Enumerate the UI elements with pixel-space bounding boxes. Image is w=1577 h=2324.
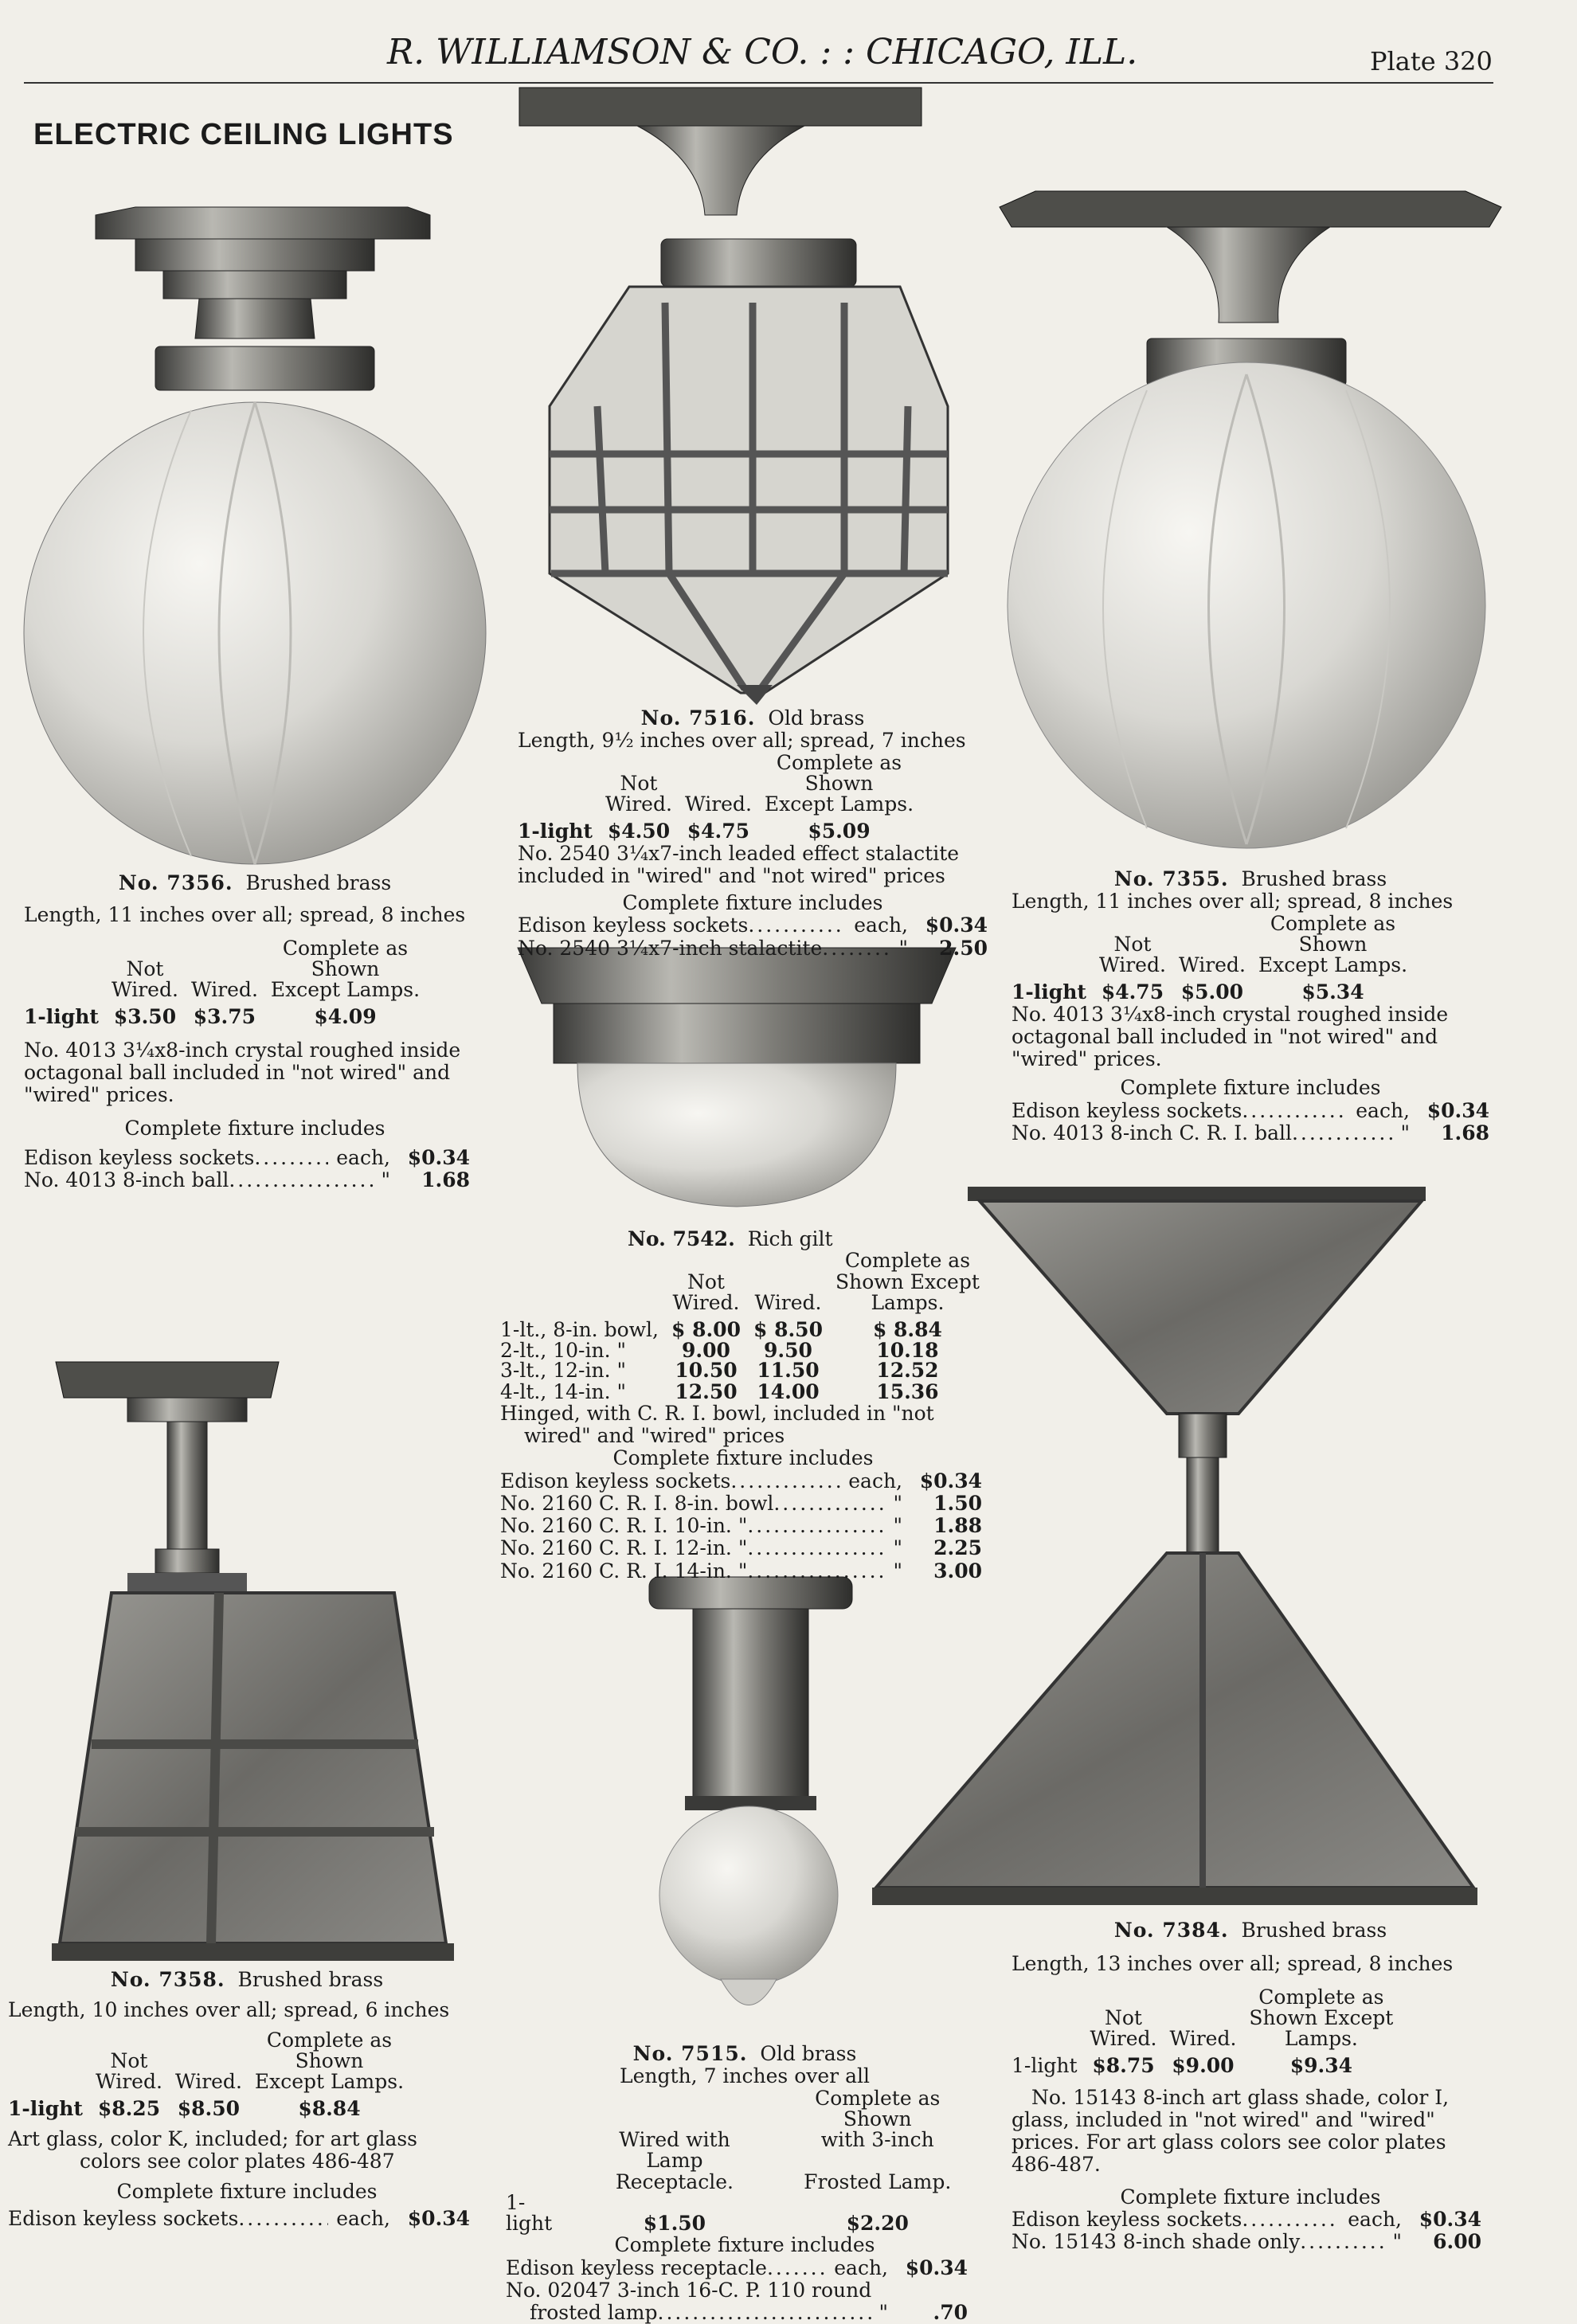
- price-complete: $5.34: [1301, 980, 1364, 1004]
- price-table: [500, 1250, 986, 1403]
- header-except-lamps: Except Lamps.: [764, 792, 914, 816]
- dimensions: Length, 13 inches over all; spread, 8 inches: [1012, 1952, 1454, 1976]
- includes-item: Edison keyless sockets ..... each, $0.34: [500, 1470, 982, 1493]
- price-not-wired: 9.00: [682, 1339, 730, 1363]
- price-wired: $3.75: [193, 1005, 256, 1029]
- finish: Brushed brass: [1241, 867, 1387, 890]
- header-not: Not: [687, 1270, 725, 1293]
- note-line: octagonal ball included in "not wired" and: [1012, 1024, 1438, 1048]
- includes-item: No. 2540 3¼x7-inch stalactite ..... " 2.50: [518, 937, 988, 960]
- finish: Brushed brass: [1241, 1919, 1387, 1942]
- price-complete: 10.18: [876, 1339, 939, 1363]
- header-wired: Wired.: [1178, 953, 1246, 976]
- product-7515: [506, 2043, 984, 2324]
- price-table: [518, 750, 920, 843]
- header-wired: Wired.: [174, 2070, 242, 2093]
- header-shown: Shown: [295, 2048, 364, 2072]
- header-wired: Wired.: [190, 978, 258, 1001]
- note-line: No. 15143 8-inch art glass shade, color I,: [1031, 2085, 1450, 2109]
- dimensions: Length, 11 inches over all; spread, 8 inches: [1012, 890, 1454, 914]
- price-not-wired: $4.50: [607, 820, 671, 843]
- header-frosted-lamp: Frosted Lamp.: [804, 2169, 952, 2193]
- includes-heading: Complete fixture includes: [612, 1446, 874, 1470]
- header-complete: Complete as: [282, 936, 409, 960]
- product-7355: [1012, 868, 1489, 1144]
- model-number: No. 7384.: [1113, 1919, 1229, 1942]
- price-complete: 12.52: [876, 1359, 939, 1383]
- finish: Rich gilt: [747, 1227, 833, 1250]
- includes-heading: Complete fixture includes: [116, 2180, 378, 2203]
- note-line: "wired" prices.: [1012, 1047, 1162, 1070]
- note-line: No. 2540 3¼x7-inch leaded effect stalactite: [518, 841, 960, 865]
- row-label: 1-light: [518, 820, 593, 843]
- header-not-wired: Wired.: [672, 1290, 740, 1314]
- price-wired: $4.75: [687, 820, 750, 843]
- note-line: Art glass, color K, included; for art glass: [8, 2126, 418, 2150]
- note-line: "wired" prices.: [24, 1083, 174, 1106]
- price-table: [24, 938, 426, 1028]
- row-label: 4-lt., 14-in. ": [500, 1379, 626, 1403]
- section-title: ELECTRIC CEILING LIGHTS: [33, 118, 454, 151]
- fixture-7516-image: [519, 88, 948, 705]
- price-wired: $8.50: [177, 2097, 241, 2121]
- note-line: 486-487.: [1012, 2153, 1101, 2177]
- price-complete: $5.09: [808, 820, 871, 843]
- header-not: Not: [620, 771, 658, 795]
- header-wired: Wired.: [684, 792, 752, 816]
- model-number: No. 7542.: [628, 1227, 735, 1250]
- header-with-lamp: with 3-inch: [820, 2128, 934, 2151]
- header-not-wired: Wired.: [605, 792, 672, 816]
- includes-item: Edison keyless sockets ..... each, $0.34: [1012, 2209, 1481, 2231]
- company-header: R. WILLIAMSON & CO. : : CHICAGO, ILL.: [387, 32, 1138, 72]
- includes-item: Edison keyless sockets ..... each, $0.34: [1012, 1100, 1489, 1122]
- finish: Brushed brass: [237, 1968, 384, 1991]
- header-lamp-receptacle: Lamp Receptacle.: [615, 2149, 734, 2193]
- header-not: Not: [110, 2048, 148, 2072]
- header-except-lamps: Except Lamps.: [254, 2070, 405, 2093]
- price-not-wired: $8.25: [97, 2097, 161, 2121]
- includes-heading: Complete fixture includes: [614, 2233, 875, 2257]
- header-complete: Complete as: [1258, 1985, 1384, 2009]
- includes-heading: Complete fixture includes: [622, 891, 883, 914]
- includes-item: Edison keyless sockets ..... each, $0.34: [518, 914, 988, 937]
- product-7384: [1012, 1919, 1489, 2253]
- price-not-wired: 10.50: [675, 1359, 738, 1383]
- header-not: Not: [126, 957, 164, 980]
- includes-item: No. 2160 C. R. I. 14-in. " ..... " 3.00: [500, 1560, 982, 1583]
- price-complete: 15.36: [876, 1379, 939, 1403]
- includes-item: No. 2160 C. R. I. 12-in. " ..... " 2.25: [500, 1537, 982, 1559]
- header-not-wired: Wired.: [95, 2070, 162, 2093]
- header-shown: Shown Except: [835, 1270, 980, 1293]
- note-line: octagonal ball included in "not wired" and: [24, 1060, 451, 1084]
- model-number: No. 7355.: [1113, 867, 1229, 890]
- row-label: 1-lt., 8-in. bowl,: [500, 1318, 659, 1341]
- header-shown: Shown: [804, 771, 874, 795]
- header-complete-shown: Complete as Shown: [815, 2086, 941, 2130]
- note-line: No. 4013 3¼x8-inch crystal roughed inside: [24, 1038, 461, 1062]
- header-wired: Wired.: [1169, 2027, 1237, 2050]
- dimensions: Length, 10 inches over all; spread, 6 inches: [8, 1998, 450, 2022]
- includes-item: Edison keyless sockets ..... each, $0.34: [8, 2208, 470, 2230]
- plate-number: Plate 320: [1370, 46, 1493, 76]
- header-complete: Complete as: [266, 2028, 393, 2052]
- header-shown: Shown Except: [1249, 2005, 1394, 2029]
- model-number: No. 7358.: [110, 1968, 225, 1991]
- price-wired: $9.00: [1172, 2054, 1235, 2078]
- product-7356: [24, 872, 486, 1191]
- price-table: [1012, 1987, 1399, 2077]
- price-not-wired: $8.75: [1092, 2054, 1155, 2078]
- header-wired-with: Wired with: [619, 2128, 730, 2151]
- header-shown: Shown: [1298, 932, 1368, 956]
- includes-heading: Complete fixture includes: [1120, 1076, 1381, 1100]
- header-not: Not: [1104, 2005, 1142, 2029]
- price-table: [1012, 911, 1414, 1004]
- row-label: 1-light: [8, 2097, 83, 2121]
- includes-item: No. 15143 8-inch shade only ..... " 6.00: [1012, 2231, 1481, 2253]
- price-complete: $9.34: [1289, 2054, 1353, 2078]
- fixture-7542-image: [518, 948, 956, 1207]
- finish: Brushed brass: [245, 871, 392, 894]
- price-wired: 14.00: [757, 1379, 820, 1403]
- price-table: [506, 2088, 984, 2235]
- price-not-wired: $ 8.00: [671, 1318, 741, 1341]
- row-label: 2-lt., 10-in. ": [500, 1339, 626, 1363]
- price-wired: $5.00: [1180, 980, 1244, 1004]
- header-except-lamps: Except Lamps.: [270, 978, 421, 1001]
- note-line: wired" and "wired" prices: [524, 1424, 785, 1447]
- fixture-7358-image: [52, 1362, 454, 1961]
- header-complete: Complete as: [776, 750, 902, 774]
- row-label: 1-light: [1012, 980, 1086, 1004]
- row-label: 3-lt., 12-in. ": [500, 1359, 626, 1383]
- product-7358: [8, 1969, 486, 2231]
- price-complete: $4.09: [314, 1005, 377, 1029]
- includes-item: No. 4013 8-inch C. R. I. ball ..... " 1.68: [1012, 1122, 1489, 1144]
- model-number: No. 7516.: [640, 706, 756, 730]
- price-wired: 9.50: [764, 1339, 812, 1363]
- dimensions: Length, 9½ inches over all; spread, 7 inches: [518, 729, 966, 753]
- price-complete: $2.20: [846, 2212, 909, 2235]
- header-not-wired: Wired.: [1098, 953, 1166, 976]
- includes-item: Edison keyless sockets ..... each, $0.34: [24, 1147, 470, 1169]
- price-wired: 11.50: [757, 1359, 820, 1383]
- header-not-wired: Wired.: [1090, 2027, 1157, 2050]
- includes-heading: Complete fixture includes: [124, 1117, 385, 1140]
- row-label: 1-light: [1012, 2054, 1078, 2078]
- includes-item: No. 2160 C. R. I. 8-in. bowl ..... " 1.50: [500, 1493, 982, 1515]
- note-line: prices. For art glass colors see color plates: [1012, 2130, 1446, 2154]
- header-complete: Complete as: [844, 1249, 971, 1273]
- header-complete: Complete as: [1270, 911, 1396, 935]
- price-not-wired: $3.50: [113, 1005, 177, 1029]
- row-label: 1-light: [24, 1005, 99, 1029]
- note-line: colors see color plates 486-487: [80, 2149, 395, 2173]
- price-not-wired: $4.75: [1101, 980, 1164, 1004]
- finish: Old brass: [768, 706, 865, 730]
- includes-item: frosted lamp ..... " .70: [506, 2302, 968, 2324]
- dimensions: Length, 7 inches over all: [620, 2064, 870, 2088]
- row-label: 1-light: [506, 2190, 553, 2235]
- header-shown: Shown: [311, 957, 380, 980]
- fixture-7356-image: [24, 207, 486, 864]
- header-except-lamps: Except Lamps.: [1258, 953, 1408, 976]
- price-complete: $ 8.84: [872, 1318, 942, 1341]
- includes-item: No. 2160 C. R. I. 10-in. " ..... " 1.88: [500, 1515, 982, 1537]
- model-number: No. 7356.: [118, 871, 233, 894]
- header-not: Not: [1113, 932, 1152, 956]
- price-wired: $ 8.50: [753, 1318, 823, 1341]
- dimensions: Length, 11 inches over all; spread, 8 inches: [24, 903, 466, 927]
- includes-item: No. 02047 3-inch 16-C. P. 110 round: [506, 2278, 872, 2302]
- note-line: included in "wired" and "not wired" prices: [518, 863, 945, 887]
- price-table: [8, 2030, 410, 2120]
- price-wired: $1.50: [643, 2212, 706, 2235]
- price-complete: $8.84: [298, 2097, 361, 2121]
- header-wired: Wired.: [754, 1290, 822, 1314]
- header-not-wired: Wired.: [111, 978, 178, 1001]
- model-number: No. 7515.: [632, 2042, 748, 2065]
- fixture-7355-image: [1000, 191, 1501, 848]
- header-except-lamps: Lamps.: [1284, 2027, 1358, 2050]
- includes-heading: Complete fixture includes: [1120, 2185, 1381, 2209]
- header-except-lamps: Lamps.: [871, 1290, 945, 1314]
- product-7542: [500, 1228, 986, 1583]
- note-line: glass, included in "not wired" and "wired": [1012, 2107, 1435, 2131]
- note-line: Hinged, with C. R. I. bowl, included in "not: [500, 1401, 934, 1425]
- fixture-7515-image: [649, 1577, 852, 2005]
- includes-item: Edison keyless receptacle ..... each, $0.34: [506, 2257, 968, 2279]
- finish: Old brass: [760, 2042, 857, 2065]
- note-line: No. 4013 3¼x8-inch crystal roughed inside: [1012, 1002, 1449, 1026]
- price-not-wired: 12.50: [675, 1379, 738, 1403]
- includes-item: No. 4013 8-inch ball ..... " 1.68: [24, 1169, 470, 1191]
- product-7516: [518, 707, 988, 960]
